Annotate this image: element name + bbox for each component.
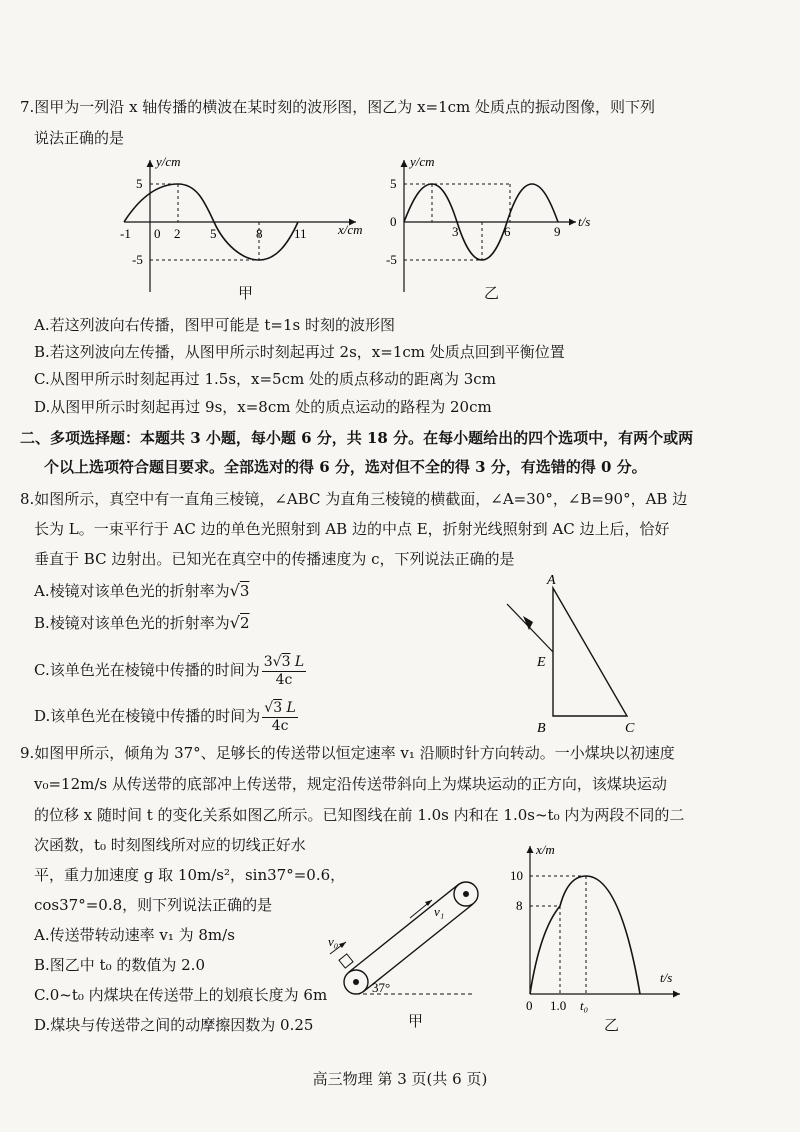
q9-conveyor-figure xyxy=(324,870,484,1000)
q8-option-b-text: B.棱镜对该单色光的折射率为 xyxy=(34,614,230,632)
length-symbol: L xyxy=(290,653,305,670)
q8-option-c-fraction xyxy=(262,654,307,689)
q8-option-a-text: A.棱镜对该单色光的折射率为 xyxy=(34,582,230,600)
x-label: x/cm xyxy=(338,222,363,237)
tick-x: 0 xyxy=(526,998,533,1013)
sqrt-icon: √ xyxy=(272,653,282,670)
q9-stem-line6: cos37°=0.8，则下列说法正确的是 xyxy=(34,896,273,914)
section2-heading-line1: 二、多项选择题：本题共 3 小题，每小题 6 分，共 18 分。在每小题给出的四个选项中，有两个或两 xyxy=(20,429,694,447)
q7-figure-jia xyxy=(118,152,388,302)
q8-option-a xyxy=(34,580,249,602)
q9-option-a: A.传送带转动速率 v₁ 为 8m/s xyxy=(34,926,235,944)
coef: 3 xyxy=(263,653,273,670)
tick-y: 10 xyxy=(510,868,523,883)
tick-x: -1 xyxy=(120,226,131,241)
tick-x: t₀ xyxy=(580,998,589,1013)
q7-option-b: B.若这列波向左传播，从图甲所示时刻起再过 2s，x=1cm 处质点回到平衡位置 xyxy=(34,343,565,361)
radicand: 3 xyxy=(281,653,291,670)
label-c: C xyxy=(625,721,635,736)
tick-y: 5 xyxy=(136,176,143,191)
q9-stem-line4: 次函数，t₀ 时刻图线所对应的切线正好水 xyxy=(34,836,306,854)
v0-label: v₀ xyxy=(328,934,339,949)
q7-caption-jia: 甲 xyxy=(238,284,254,302)
q8-stem-line3: 垂直于 BC 边射出。已知光在真空中的传播速度为 c，下列说法正确的是 xyxy=(34,550,515,568)
tick-x: 3 xyxy=(452,224,459,239)
top-axle xyxy=(463,891,469,897)
tick-x: 11 xyxy=(294,226,307,241)
length-symbol: L xyxy=(282,699,296,716)
tick-y: -5 xyxy=(132,252,143,267)
q9-option-d: D.煤块与传送带之间的动摩擦因数为 0.25 xyxy=(34,1016,314,1034)
q8-option-d-fraction xyxy=(262,700,298,735)
tick-x: 9 xyxy=(554,224,561,239)
tick-y: 5 xyxy=(390,176,397,191)
q9-stem-line2: v₀=12m/s 从传送带的底部冲上传送带，规定沿传送带斜向上为煤块运动的正方向，该煤块运动 xyxy=(34,775,667,793)
denominator: 4c xyxy=(275,671,293,688)
curve-segment-2 xyxy=(560,876,640,994)
sqrt-icon: √ xyxy=(229,613,240,632)
q9-option-c: C.0~t₀ 内煤块在传送带上的划痕长度为 6m xyxy=(34,986,328,1004)
q8-option-a-radicand: 3 xyxy=(239,582,250,600)
label-e: E xyxy=(537,655,546,670)
q8-option-b xyxy=(34,612,250,634)
q8-option-b-radicand: 2 xyxy=(240,614,250,632)
q9-stem-line5: 平，重力加速度 g 取 10m/s²，sin37°=0.6， xyxy=(34,866,346,884)
q9-caption-yi: 乙 xyxy=(604,1016,620,1034)
tick-x: 6 xyxy=(504,224,511,239)
section2-heading-line2: 个以上选项符合题目要求。全部选对的得 6 分，选对但不全的得 3 分，有选错的得 0 分。 xyxy=(44,458,647,476)
q9-caption-jia: 甲 xyxy=(408,1012,424,1030)
y-label: y/cm xyxy=(156,154,181,169)
q8-option-d-text: D.该单色光在棱镜中传播的时间为 xyxy=(34,707,261,725)
q8-stem-line1: 8.如图所示，真空中有一直角三棱镜，∠ABC 为直角三棱镜的横截面，∠A=30°，∠B=90°，AB 边 xyxy=(20,490,688,508)
tick-x: 8 xyxy=(256,226,263,241)
prism-triangle xyxy=(553,588,627,716)
q8-prism-figure xyxy=(495,570,655,740)
q7-option-d: D.从图甲所示时刻起再过 9s，x=8cm 处的质点运动的路程为 20cm xyxy=(34,398,492,416)
tick-x: 0 xyxy=(154,226,161,241)
q8-option-c-text: C.该单色光在棱镜中传播的时间为 xyxy=(34,661,260,679)
radicand: 3 xyxy=(273,699,283,716)
q9-stem-line3: 的位移 x 随时间 t 的变化关系如图乙所示。已知图线在前 1.0s 内和在 1.0s~t₀ 内为两段不同的二 xyxy=(34,806,685,824)
y-label: x/m xyxy=(536,842,555,857)
q7-option-c: C.从图甲所示时刻起再过 1.5s，x=5cm 处的质点移动的距离为 3cm xyxy=(34,370,496,388)
v1-label: v₁ xyxy=(434,904,445,919)
v0-arrow-icon xyxy=(339,942,346,948)
q7-caption-yi: 乙 xyxy=(484,284,500,302)
coal-block xyxy=(339,954,353,968)
q8-option-d xyxy=(34,698,298,735)
label-a: A xyxy=(547,573,556,588)
sqrt-icon: √ xyxy=(229,581,240,600)
y-label: y/cm xyxy=(410,154,435,169)
q9-xt-graph xyxy=(500,840,690,1020)
tick-x: 1.0 xyxy=(550,998,567,1013)
q9-stem-line1: 9.如图甲所示，倾角为 37°、足够长的传送带以恒定速率 v₁ 沿顺时针方向转动。一小煤块以初速度 xyxy=(20,744,675,762)
x-label: t/s xyxy=(578,214,591,229)
page-footer: 高三物理 第 3 页(共 6 页) xyxy=(312,1070,488,1088)
label-b: B xyxy=(537,721,546,736)
q7-stem-line1: 7.图甲为一列沿 x 轴传播的横波在某时刻的波形图，图乙为 x=1cm 处质点的振动图像，则下列 xyxy=(20,98,656,116)
q9-option-b: B.图乙中 t₀ 的数值为 2.0 xyxy=(34,956,205,974)
q8-option-c xyxy=(34,652,306,689)
tick-x: 5 xyxy=(210,226,217,241)
bottom-axle xyxy=(353,979,359,985)
tick-x: 2 xyxy=(174,226,181,241)
q7-option-a: A.若这列波向右传播，图甲可能是 t=1s 时刻的波形图 xyxy=(34,316,395,334)
sqrt-icon: √ xyxy=(264,699,274,716)
tick-y: -5 xyxy=(386,252,397,267)
curve-segment-1 xyxy=(530,906,560,994)
x-label: t/s xyxy=(660,970,673,985)
tick-x: 0 xyxy=(390,214,397,229)
denominator: 4c xyxy=(271,717,289,734)
q7-stem-line2: 说法正确的是 xyxy=(34,129,125,147)
q8-stem-line2: 长为 L。一束平行于 AC 边的单色光照射到 AB 边的中点 E，折射光线照射到 AC 边上后，恰好 xyxy=(34,520,670,538)
q7-figure-yi xyxy=(370,152,610,302)
angle-label: 37° xyxy=(372,980,391,995)
tick-y: 8 xyxy=(516,898,523,913)
